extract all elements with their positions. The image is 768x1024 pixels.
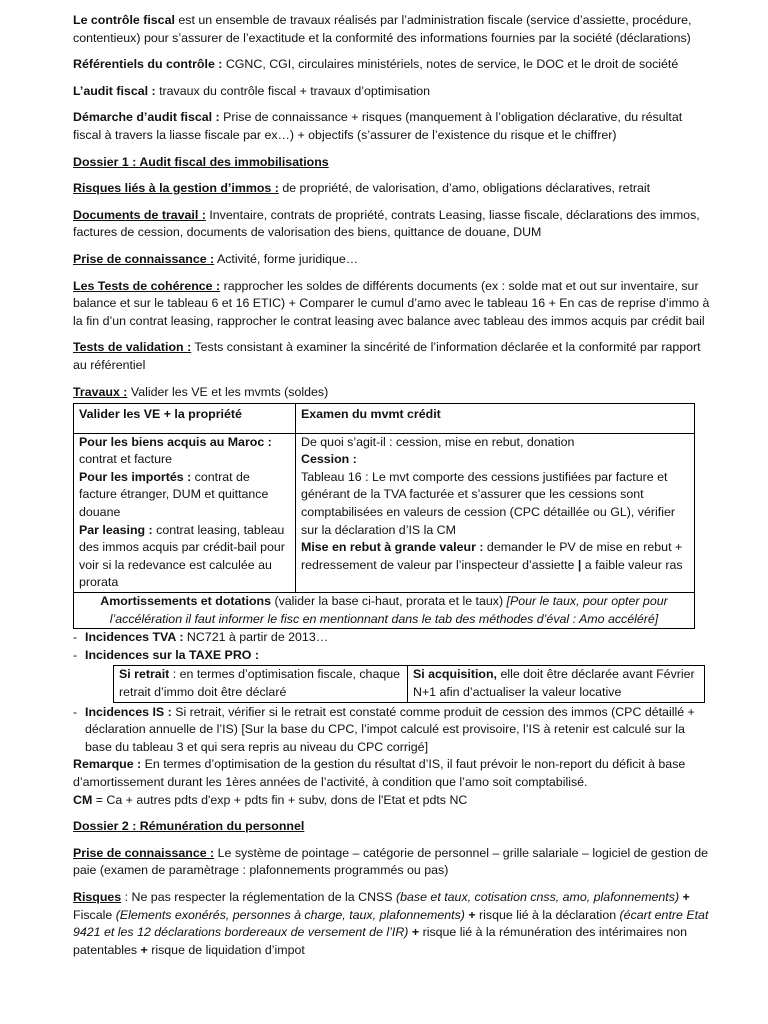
travaux-paragraph: Travaux : Valider les VE et les mvmts (soldes) [73, 384, 329, 399]
intro-term: Le contrôle fiscal [73, 13, 175, 27]
table-header-row [74, 404, 695, 434]
audit-paragraph: L’audit fiscal : travaux du contrôle fiscal + travaux d’optimisation [73, 83, 431, 98]
taxe-pro-table [113, 665, 705, 702]
cm-paragraph: CM = Ca + autres pdts d'exp + pdts fin + subv, dons de l'Etat et pdts NC [73, 792, 468, 807]
immos-validation-table [73, 403, 695, 629]
table-cell-right: De quoi s’agit-il : cession, mise en rebut, donation Cession : Tableau 16 : Le mvt comporte des cessions justifiées par facture et générant de la TVA facturée et s’assurer que les cessions sont comptabilisées en valeurs de cession (CPC détaillée ou GL), vérifier sur la déclaration d’IS la CM Mise en rebut à grande valeur : demander le PV de mise en rebut + redressement de valeur par l’inspecteur d’assiette | a faible valeur ras [296, 433, 695, 592]
risques-immos-paragraph: Risques liés à la gestion d’immos : de propriété, de valorisation, d’amo, obligations déclaratives, retrait [73, 181, 651, 196]
table-row [74, 433, 695, 592]
table-header-cell: Valider les VE + la propriété [74, 404, 296, 434]
table-cell-merged: Amortissements et dotations (valider la base ci-haut, prorata et le taux) [Pour le taux, pour opter pour l’accélération il faut informer le fisc en mentionnant dans le tab des méthodes d’éval : Amo accéléré] [74, 593, 695, 629]
table-cell-right: Si acquisition, elle doit être déclarée avant Février N+1 afin d’actualiser la valeur locative [408, 666, 705, 702]
table-row [74, 593, 695, 629]
incidences-taxe-pro: - Incidences sur la TAXE PRO : [73, 647, 713, 665]
referentiels-paragraph: Référentiels du contrôle : CGNC, CGI, circulaires ministériels, notes de service, le DOC et le droit de société [73, 57, 679, 72]
documents-paragraph: Documents de travail : Inventaire, contrats de propriété, contrats Leasing, liasse fiscale, déclarations des immos, factures de cession, documents de valorisation des biens, quittance de douane, DUM [73, 207, 700, 240]
dossier2-heading: Dossier 2 : Rémunération du personnel [73, 819, 305, 834]
tests-validation-paragraph: Tests de validation : Tests consistant à examiner la sincérité de l’information déclarée et la conformité par rapport au référentiel [73, 340, 701, 372]
table-header-cell: Examen du mvmt crédit [296, 404, 695, 434]
risques2-paragraph: Risques : Ne pas respecter la réglementation de la CNSS (base et taux, cotisation cnss, amo, plafonnements) + Fiscale (Elements exonérés, personnes à charge, taux, plafonnements) + risque lié à la déclaration (écart entre Etat 9421 et les 12 déclarations bordereaux de versement de l’IR) + risque lié à la rémunération des intérimaires non patentables + risque de liquidation d’impot [73, 889, 709, 957]
table-cell-left: Si retrait : en termes d’optimisation fiscale, chaque retrait d’immo doit être déclaré [114, 666, 408, 702]
incidences-is: - Incidences IS : Si retrait, vérifier si le retrait est constaté comme produit de cession des immos (CPC détaillé + déclaration annuelle de l’IS) [Sur la base du CPC, l’impot calculé est provisoire, l’IS à retenir est calculé sur la base du tableau 3 et qui sera repris au niveau du CPC corrigé] [73, 704, 713, 757]
prise1-paragraph: Prise de connaissance : Activité, forme juridique… [73, 251, 359, 266]
table-cell-left: Pour les biens acquis au Maroc : contrat et facture Pour les importés : contrat de facture étranger, DUM et quittance douane Par leasing : contrat leasing, tableau des immos acquis par crédit-bail pour voir si la redevance est calculée au prorata [74, 433, 296, 592]
document-page [73, 12, 713, 968]
demarche-paragraph: Démarche d’audit fiscal : Prise de connaissance + risques (manquement à l’obligation déclarative, du résultat fiscal à travers la liasse fiscale par ex…) + objectifs (s’assurer de l’existence du risque et le chiffrer) [73, 110, 683, 142]
table-row [114, 666, 705, 702]
intro-paragraph: Le contrôle fiscal est un ensemble de travaux réalisés par l’administration fiscale (service d’assiette, procédure, contentieux) pour s’assurer de l’exactitude et la conformité des informations fournies par la société (déclarations) [73, 13, 692, 45]
prise2-paragraph: Prise de connaissance : Le système de pointage – catégorie de personnel – grille salariale – logiciel de gestion de paie (examen de paramètrage : plafonnements programmés ou pas) [73, 845, 709, 878]
remarque-paragraph: Remarque : En termes d’optimisation de la gestion du résultat d’IS, il faut prévoir le non-report du déficit à base d’amortissement durant les 1ères années de l’activité, à condition que l’amo soit comptabilisé. [73, 757, 686, 789]
tests-coherence-paragraph: Les Tests de cohérence : rapprocher les soldes de différents documents (ex : solde mat et out sur inventaire, sur balance et sur le tableau 6 et 16 ETIC) + Comparer le cumul d’amo avec le tableau 16 + En cas de reprise d’immo à la fin d’un contrat leasing, rapprocher le contrat leasing avec balance avec tableau des immos acquis par crédit bail [73, 278, 710, 328]
incidences-tva: - Incidences TVA : NC721 à partir de 2013… [73, 629, 713, 647]
dossier1-heading: Dossier 1 : Audit fiscal des immobilisations [73, 154, 329, 169]
